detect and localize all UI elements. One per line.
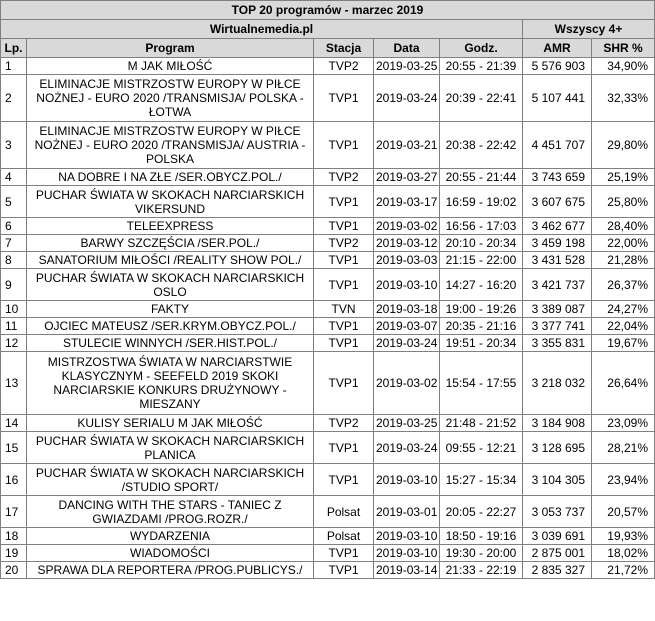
program-cell: TELEEXPRESS	[27, 218, 314, 235]
date-cell: 2019-03-25	[374, 415, 440, 432]
table-row	[1, 562, 655, 579]
station-cell: TVP1	[314, 432, 374, 464]
amr-cell: 2 875 001	[523, 545, 592, 562]
time-cell: 20:05 - 22:27	[440, 496, 523, 528]
rank-cell: 9	[1, 269, 27, 301]
station-cell: TVP2	[314, 235, 374, 252]
table-row	[1, 545, 655, 562]
shr-cell: 29,80%	[592, 122, 655, 169]
program-cell: SPRAWA DLA REPORTERA /PROG.PUBLICYS./	[27, 562, 314, 579]
time-cell: 20:38 - 22:42	[440, 122, 523, 169]
rank-cell: 6	[1, 218, 27, 235]
shr-cell: 25,19%	[592, 169, 655, 186]
amr-cell: 3 128 695	[523, 432, 592, 464]
table-row	[1, 58, 655, 75]
rank-cell: 7	[1, 235, 27, 252]
amr-cell: 3 431 528	[523, 252, 592, 269]
amr-cell: 3 421 737	[523, 269, 592, 301]
column-header-date: Data	[374, 39, 440, 58]
shr-cell: 20,57%	[592, 496, 655, 528]
time-cell: 20:55 - 21:39	[440, 58, 523, 75]
column-header-time: Godz.	[440, 39, 523, 58]
amr-cell: 5 107 441	[523, 75, 592, 122]
column-header-program: Program	[27, 39, 314, 58]
rank-cell: 17	[1, 496, 27, 528]
date-cell: 2019-03-25	[374, 58, 440, 75]
time-cell: 19:30 - 20:00	[440, 545, 523, 562]
rank-cell: 5	[1, 186, 27, 218]
station-cell: TVP1	[314, 335, 374, 352]
program-cell: STULECIE WINNYCH /SER.HIST.POL./	[27, 335, 314, 352]
date-cell: 2019-03-21	[374, 122, 440, 169]
date-cell: 2019-03-17	[374, 186, 440, 218]
amr-cell: 3 218 032	[523, 352, 592, 415]
rank-cell: 3	[1, 122, 27, 169]
time-cell: 21:33 - 22:19	[440, 562, 523, 579]
date-cell: 2019-03-01	[374, 496, 440, 528]
station-cell: Polsat	[314, 496, 374, 528]
time-cell: 16:59 - 19:02	[440, 186, 523, 218]
shr-cell: 26,64%	[592, 352, 655, 415]
station-cell: TVP1	[314, 545, 374, 562]
rank-cell: 4	[1, 169, 27, 186]
shr-cell: 21,72%	[592, 562, 655, 579]
column-header-shr: SHR %	[592, 39, 655, 58]
rank-cell: 2	[1, 75, 27, 122]
shr-cell: 32,33%	[592, 75, 655, 122]
amr-cell: 3 355 831	[523, 335, 592, 352]
station-cell: TVN	[314, 301, 374, 318]
time-cell: 15:27 - 15:34	[440, 464, 523, 496]
table-row	[1, 432, 655, 464]
date-cell: 2019-03-18	[374, 301, 440, 318]
shr-cell: 25,80%	[592, 186, 655, 218]
table-row	[1, 464, 655, 496]
program-cell: PUCHAR ŚWIATA W SKOKACH NARCIARSKICH PLANICA	[27, 432, 314, 464]
column-header-lp: Lp.	[1, 39, 27, 58]
shr-cell: 34,90%	[592, 58, 655, 75]
column-header-amr: AMR	[523, 39, 592, 58]
program-cell: MISTRZOSTWA ŚWIATA W NARCIARSTWIE KLASYCZNYM - SEEFELD 2019 SKOKI NARCIARSKIE KONKURS DRUŻYNOWY - MIESZANY	[27, 352, 314, 415]
table-row	[1, 122, 655, 169]
program-cell: OJCIEC MATEUSZ /SER.KRYM.OBYCZ.POL./	[27, 318, 314, 335]
amr-cell: 3 104 305	[523, 464, 592, 496]
amr-cell: 5 576 903	[523, 58, 592, 75]
column-header-station: Stacja	[314, 39, 374, 58]
program-cell: KULISY SERIALU M JAK MIŁOŚĆ	[27, 415, 314, 432]
table-row	[1, 269, 655, 301]
date-cell: 2019-03-10	[374, 545, 440, 562]
group-label: Wszyscy 4+	[523, 20, 655, 39]
shr-cell: 21,28%	[592, 252, 655, 269]
rank-cell: 1	[1, 58, 27, 75]
rank-cell: 20	[1, 562, 27, 579]
table-row	[1, 528, 655, 545]
table-row	[1, 169, 655, 186]
time-cell: 20:55 - 21:44	[440, 169, 523, 186]
amr-cell: 4 451 707	[523, 122, 592, 169]
date-cell: 2019-03-02	[374, 218, 440, 235]
table-row	[1, 415, 655, 432]
station-cell: TVP1	[314, 352, 374, 415]
time-cell: 14:27 - 16:20	[440, 269, 523, 301]
rank-cell: 12	[1, 335, 27, 352]
amr-cell: 3 743 659	[523, 169, 592, 186]
station-cell: TVP1	[314, 122, 374, 169]
station-cell: TVP1	[314, 252, 374, 269]
station-cell: Polsat	[314, 528, 374, 545]
time-cell: 20:10 - 20:34	[440, 235, 523, 252]
shr-cell: 22,00%	[592, 235, 655, 252]
date-cell: 2019-03-10	[374, 528, 440, 545]
rank-cell: 19	[1, 545, 27, 562]
table-row	[1, 235, 655, 252]
program-cell: FAKTY	[27, 301, 314, 318]
rank-cell: 16	[1, 464, 27, 496]
station-cell: TVP1	[314, 562, 374, 579]
shr-cell: 24,27%	[592, 301, 655, 318]
date-cell: 2019-03-14	[374, 562, 440, 579]
table-row	[1, 75, 655, 122]
rank-cell: 13	[1, 352, 27, 415]
rank-cell: 15	[1, 432, 27, 464]
program-cell: ELIMINACJE MISTRZOSTW EUROPY W PIŁCE NOŻNEJ - EURO 2020 /TRANSMISJA/ AUSTRIA - POLSKA	[27, 122, 314, 169]
amr-cell: 3 377 741	[523, 318, 592, 335]
shr-cell: 23,94%	[592, 464, 655, 496]
date-cell: 2019-03-10	[374, 464, 440, 496]
program-cell: PUCHAR ŚWIATA W SKOKACH NARCIARSKICH OSLO	[27, 269, 314, 301]
amr-cell: 3 184 908	[523, 415, 592, 432]
date-cell: 2019-03-03	[374, 252, 440, 269]
shr-cell: 19,93%	[592, 528, 655, 545]
time-cell: 19:51 - 20:34	[440, 335, 523, 352]
station-cell: TVP1	[314, 218, 374, 235]
station-cell: TVP2	[314, 169, 374, 186]
time-cell: 19:00 - 19:26	[440, 301, 523, 318]
program-cell: PUCHAR ŚWIATA W SKOKACH NARCIARSKICH /STUDIO SPORT/	[27, 464, 314, 496]
program-cell: WIADOMOŚCI	[27, 545, 314, 562]
program-cell: DANCING WITH THE STARS - TANIEC Z GWIAZDAMI /PROG.ROZR./	[27, 496, 314, 528]
table-row	[1, 218, 655, 235]
amr-cell: 3 039 691	[523, 528, 592, 545]
date-cell: 2019-03-02	[374, 352, 440, 415]
rank-cell: 8	[1, 252, 27, 269]
amr-cell: 3 462 677	[523, 218, 592, 235]
program-cell: NA DOBRE I NA ZŁE /SER.OBYCZ.POL./	[27, 169, 314, 186]
shr-cell: 18,02%	[592, 545, 655, 562]
shr-cell: 22,04%	[592, 318, 655, 335]
program-cell: BARWY SZCZĘŚCIA /SER.POL./	[27, 235, 314, 252]
date-cell: 2019-03-24	[374, 75, 440, 122]
table-row	[1, 252, 655, 269]
amr-cell: 3 459 198	[523, 235, 592, 252]
program-cell: SANATORIUM MIŁOŚCI /REALITY SHOW POL./	[27, 252, 314, 269]
amr-cell: 2 835 327	[523, 562, 592, 579]
station-cell: TVP2	[314, 58, 374, 75]
program-cell: ELIMINACJE MISTRZOSTW EUROPY W PIŁCE NOŻNEJ - EURO 2020 /TRANSMISJA/ POLSKA - ŁOTWA	[27, 75, 314, 122]
station-cell: TVP1	[314, 269, 374, 301]
time-cell: 20:39 - 22:41	[440, 75, 523, 122]
time-cell: 09:55 - 12:21	[440, 432, 523, 464]
table-row	[1, 352, 655, 415]
date-cell: 2019-03-10	[374, 269, 440, 301]
shr-cell: 28,21%	[592, 432, 655, 464]
table-row	[1, 318, 655, 335]
station-cell: TVP2	[314, 415, 374, 432]
time-cell: 20:35 - 21:16	[440, 318, 523, 335]
amr-cell: 3 389 087	[523, 301, 592, 318]
time-cell: 21:48 - 21:52	[440, 415, 523, 432]
shr-cell: 19,67%	[592, 335, 655, 352]
amr-cell: 3 053 737	[523, 496, 592, 528]
program-cell: PUCHAR ŚWIATA W SKOKACH NARCIARSKICH VIKERSUND	[27, 186, 314, 218]
rank-cell: 14	[1, 415, 27, 432]
station-cell: TVP1	[314, 186, 374, 218]
shr-cell: 26,37%	[592, 269, 655, 301]
rank-cell: 11	[1, 318, 27, 335]
date-cell: 2019-03-07	[374, 318, 440, 335]
table-title: TOP 20 programów - marzec 2019	[1, 1, 655, 20]
date-cell: 2019-03-24	[374, 335, 440, 352]
amr-cell: 3 607 675	[523, 186, 592, 218]
source-label: Wirtualnemedia.pl	[1, 20, 523, 39]
table-row	[1, 301, 655, 318]
shr-cell: 28,40%	[592, 218, 655, 235]
time-cell: 21:15 - 22:00	[440, 252, 523, 269]
rank-cell: 18	[1, 528, 27, 545]
rank-cell: 10	[1, 301, 27, 318]
time-cell: 18:50 - 19:16	[440, 528, 523, 545]
station-cell: TVP1	[314, 75, 374, 122]
table-row	[1, 335, 655, 352]
table-row	[1, 186, 655, 218]
station-cell: TVP1	[314, 464, 374, 496]
date-cell: 2019-03-12	[374, 235, 440, 252]
time-cell: 16:56 - 17:03	[440, 218, 523, 235]
date-cell: 2019-03-27	[374, 169, 440, 186]
shr-cell: 23,09%	[592, 415, 655, 432]
table-row	[1, 496, 655, 528]
program-cell: M JAK MIŁOŚĆ	[27, 58, 314, 75]
time-cell: 15:54 - 17:55	[440, 352, 523, 415]
station-cell: TVP1	[314, 318, 374, 335]
date-cell: 2019-03-24	[374, 432, 440, 464]
program-cell: WYDARZENIA	[27, 528, 314, 545]
